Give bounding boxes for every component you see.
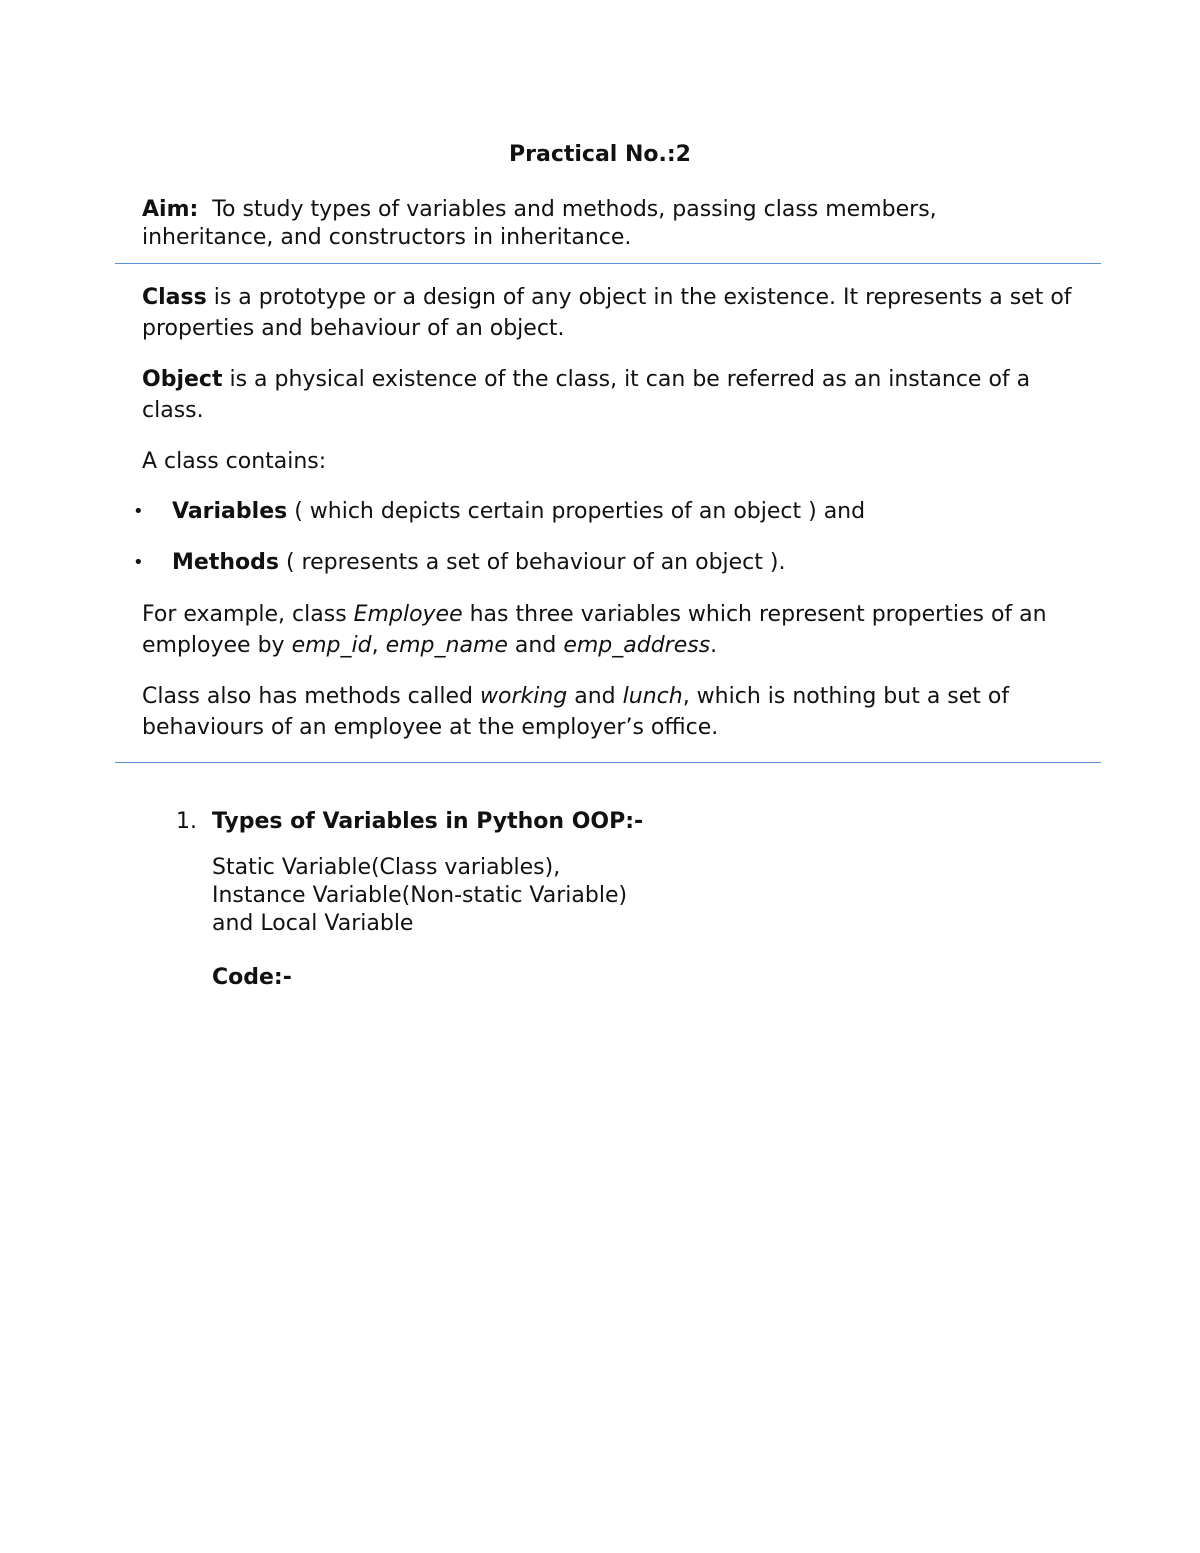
methods-paragraph	[142, 681, 1072, 743]
section-title: Types of Variables in Python OOP:-	[212, 809, 644, 834]
class-definition-text: is a prototype or a design of any object in the existence. It represents a set of properties and behaviour of an object.	[142, 285, 1072, 341]
list-item-description: ( represents a set of behaviour of an object ).	[278, 550, 786, 575]
aim-paragraph	[142, 196, 1042, 252]
bullet-icon: •	[133, 552, 144, 573]
emp-id-variable: emp_id	[291, 633, 372, 658]
object-definition	[142, 364, 1072, 426]
emp-address-variable: emp_address	[563, 633, 711, 658]
example-text: has three variables which represent properties of an employee by	[142, 602, 1047, 658]
section-number: 1.	[176, 809, 197, 834]
lunch-method-name: lunch	[622, 684, 683, 709]
list-item-term: Variables	[172, 499, 288, 524]
emp-name-variable: emp_name	[385, 633, 508, 658]
example-paragraph	[142, 599, 1072, 661]
variable-types-list	[212, 854, 627, 938]
methods-text: Class also has methods called	[142, 684, 480, 709]
aim-text: To study types of variables and methods, passing class members, inheritance, and constructors in inheritance.	[142, 197, 937, 250]
code-label: Code:-	[212, 965, 292, 990]
variable-type-line: Static Variable(Class variables),	[212, 855, 561, 880]
list-item-term: Methods	[172, 550, 279, 575]
example-text: .	[710, 633, 718, 658]
methods-text: , which is nothing but a set of behaviours of an employee at the employer’s office.	[142, 684, 1010, 740]
list-item-description: ( which depicts certain properties of an object ) and	[287, 499, 866, 524]
class-definition	[142, 282, 1072, 344]
variable-type-line: Instance Variable(Non-static Variable)	[212, 883, 628, 908]
object-definition-text: is a physical existence of the class, it can be referred as an instance of a class.	[142, 367, 1031, 423]
example-text: ,	[371, 633, 386, 658]
page-title: Practical No.:2	[509, 142, 691, 167]
list-item-text	[172, 547, 785, 578]
methods-text: and	[567, 684, 623, 709]
class-term: Class	[142, 285, 207, 310]
aim-label: Aim:	[142, 197, 199, 222]
variable-type-line: and Local Variable	[212, 911, 414, 936]
employee-class-name: Employee	[353, 602, 463, 627]
example-text: and	[507, 633, 564, 658]
example-text: For example, class	[142, 602, 354, 627]
object-term: Object	[142, 367, 223, 392]
bullet-icon: •	[133, 501, 144, 522]
list-item-text	[172, 496, 865, 527]
section-divider-bottom	[115, 762, 1101, 763]
working-method-name: working	[479, 684, 568, 709]
section-divider-top	[115, 263, 1101, 264]
class-contains-intro: A class contains:	[142, 449, 327, 474]
